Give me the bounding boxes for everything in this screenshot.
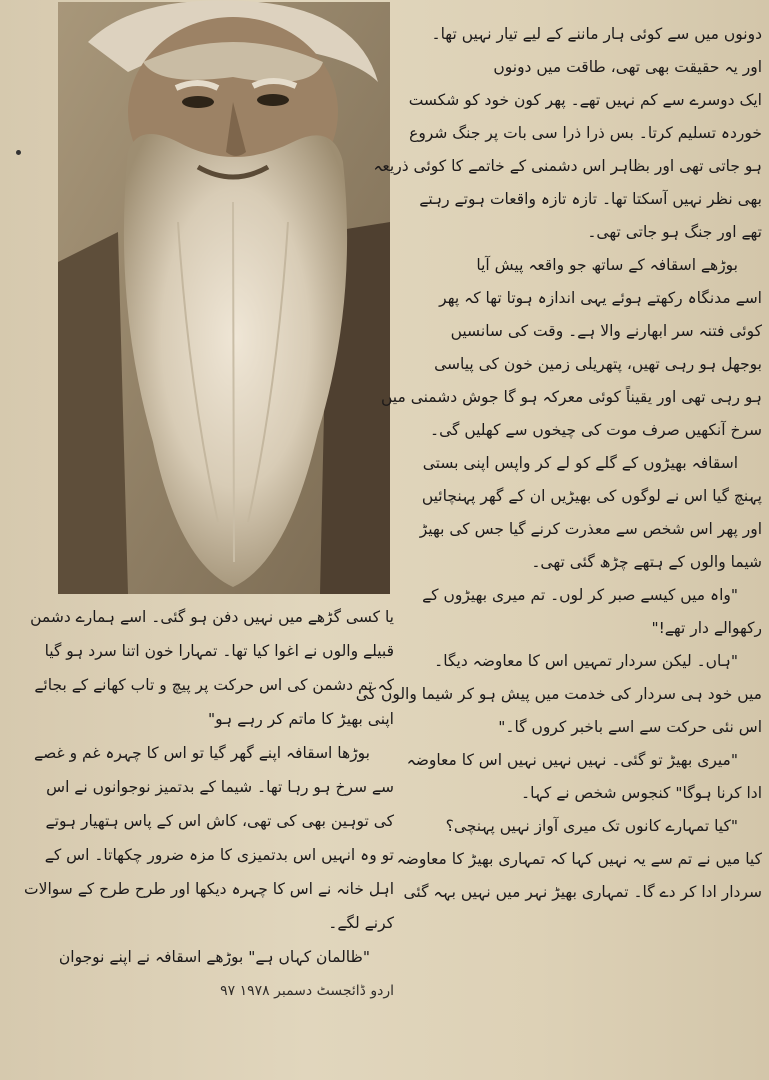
text-line: ادا کرنا ہوگا" کنجوس شخص نے کہا۔ xyxy=(521,784,762,802)
handwritten-source-note: اردو ڈائجسٹ دسمبر ۱۹۷۸ ۹۷ xyxy=(220,983,394,999)
text-line: اس نئی حرکت سے اسے باخبر کروں گا۔" xyxy=(498,718,762,736)
text-line: کیا میں نے تم سے یہ نہیں کہا کہ تمہاری بھیڑ کا معاوضہ xyxy=(396,850,762,868)
text-line: بوڑھے اسقافہ کے ساتھ جو واقعہ پیش آیا xyxy=(476,256,738,274)
text-line: تو وہ انہیں اس بدتمیزی کا مزہ ضرور چکھاتا۔ اس کے xyxy=(44,846,394,864)
text-line: اسے مدنگاہ رکھتے ہوئے یہی اندازہ ہوتا تھا کہ پھر xyxy=(439,289,762,307)
text-line: دونوں میں سے کوئی ہار ماننے کے لیے تیار نہیں تھا۔ xyxy=(431,25,762,43)
text-line: اہل خانہ نے اس کا چہرہ دیکھا اور طرح طرح کے سوالات xyxy=(24,880,394,898)
text-line: سرخ آنکھیں صرف موت کی چیخوں سے کھلیں گی۔ xyxy=(430,421,762,439)
text-line: ایک دوسرے سے کم نہیں تھے۔ پھر کون خود کو شکست xyxy=(408,91,762,109)
text-line: رکھوالے دار تھے!" xyxy=(651,619,762,637)
text-line: "ہاں۔ لیکن سردار تمہیں اس کا معاوضہ دیگا۔ xyxy=(434,652,738,670)
right-text-column xyxy=(355,18,762,909)
text-line: قبیلے والوں نے اغوا کیا تھا۔ تمہارا خون اتنا سرد ہو گیا xyxy=(44,642,394,660)
text-line: "کیا تمہارے کانوں تک میری آواز نہیں پہنچی؟ xyxy=(445,817,738,835)
text-line: بھی نظر نہیں آسکتا تھا۔ تازہ تازہ واقعات ہوتے رہتے xyxy=(419,190,762,208)
text-line: اور پھر اس شخص سے معذرت کرنے گیا جس کی بھیڑ xyxy=(419,520,762,538)
text-line: کرنے لگے۔ xyxy=(328,914,394,932)
text-line: یا کسی گڑھے میں نہیں دفن ہو گئی۔ اسے ہمارے دشمن xyxy=(30,608,394,626)
text-line: سردار ادا کر دے گا۔ تمہاری بھیڑ نہر میں نہیں بہہ گئی xyxy=(403,883,762,901)
text-line: "ظالمان کہاں ہے" بوڑھے اسقافہ نے اپنے نوجوان xyxy=(58,948,370,966)
left-text-column xyxy=(24,600,394,1008)
text-line: تھے اور جنگ ہو جاتی تھی۔ xyxy=(587,223,762,241)
text-line: میں خود ہی سردار کی خدمت میں پیش ہو کر شیما والوں کی xyxy=(355,685,762,703)
text-line: شیما والوں کے ہتھے چڑھ گئی تھی۔ xyxy=(531,553,762,571)
bearded-elder-portrait xyxy=(58,2,390,594)
text-line: پہنچ گیا اس نے لوگوں کی بھیڑیں ان کے گھر پہنچائیں xyxy=(421,487,762,505)
text-line: ہو رہی تھی اور یقیناً کوئی معرکہ ہو گا جوش دشمنی میں xyxy=(381,388,762,406)
text-line: اور یہ حقیقت بھی تھی، طاقت میں دونوں xyxy=(493,58,762,76)
text-line: کوئی فتنہ سر ابھارنے والا ہے۔ وقت کی سانسیں xyxy=(450,322,762,340)
text-line: اپنی بھیڑ کا ماتم کر رہے ہو" xyxy=(207,710,394,728)
text-line: خوردہ تسلیم کرتا۔ بس ذرا ذرا سی بات پر جنگ شروع xyxy=(409,124,762,142)
text-line: بوجھل ہو رہی تھیں، پتھریلی زمین خون کی پیاسی xyxy=(434,355,762,373)
portrait-photo xyxy=(58,2,390,594)
text-line: "واہ میں کیسے صبر کر لوں۔ تم میری بھیڑوں کے xyxy=(422,586,738,604)
text-line: کی توہین بھی کی تھی، کاش اس کے پاس ہتھیار ہوتے xyxy=(45,812,394,830)
text-line: "میری بھیڑ تو گئی۔ نہیں نہیں نہیں اس کا معاوضہ xyxy=(406,751,738,769)
text-line: سے سرخ ہو رہا تھا۔ شیما کے بدتمیز نوجوانوں نے اس xyxy=(46,778,394,796)
text-line: اسقافہ بھیڑوں کے گلے کو لے کر واپس اپنی بستی xyxy=(422,454,738,472)
ink-dot xyxy=(16,150,21,155)
text-line: کہ تم دشمن کی اس حرکت پر پیچ و تاب کھانے کے بجائے xyxy=(34,676,394,694)
text-line: ہو جاتی تھی اور بظاہر اس دشمنی کے خاتمے کا کوئی ذریعہ xyxy=(373,157,762,175)
text-line: بوڑھا اسقافہ اپنے گھر گیا تو اس کا چہرہ غم و غصے xyxy=(34,744,370,762)
